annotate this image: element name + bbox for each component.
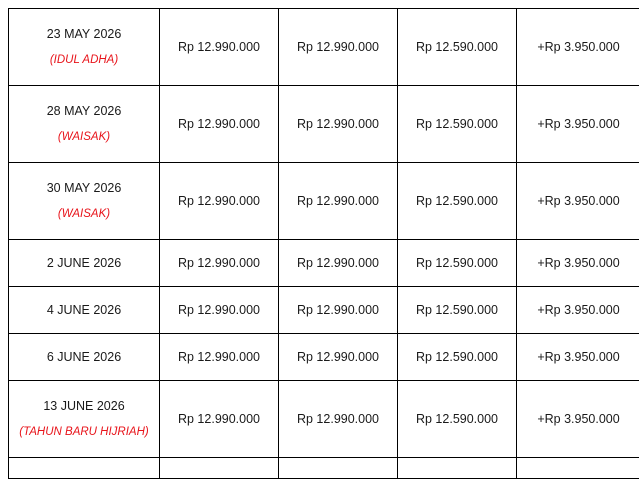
table-row bbox=[9, 334, 639, 381]
price-cell: Rp 12.990.000 bbox=[160, 381, 279, 458]
departure-date: 28 MAY 2026 bbox=[9, 105, 159, 118]
price-cell: Rp 12.590.000 bbox=[398, 287, 517, 334]
table-row bbox=[9, 381, 639, 458]
price-cell: Rp 12.990.000 bbox=[160, 163, 279, 240]
table-row bbox=[9, 458, 639, 479]
date-cell bbox=[9, 86, 160, 163]
price-cell: Rp 12.990.000 bbox=[279, 86, 398, 163]
date-cell bbox=[9, 334, 160, 381]
price-cell: Rp 12.990.000 bbox=[160, 86, 279, 163]
price-cell: Rp 12.590.000 bbox=[398, 86, 517, 163]
table-row bbox=[9, 240, 639, 287]
price-cell: Rp 12.990.000 bbox=[160, 9, 279, 86]
departure-date: 6 JUNE 2026 bbox=[9, 351, 159, 364]
price-cell: Rp 12.990.000 bbox=[160, 287, 279, 334]
extra-price-cell: +Rp 3.950.000 bbox=[517, 86, 639, 163]
date-cell bbox=[9, 163, 160, 240]
date-cell bbox=[9, 240, 160, 287]
departure-date: 2 JUNE 2026 bbox=[9, 257, 159, 270]
holiday-label: (IDUL ADHA) bbox=[9, 55, 159, 67]
extra-price-cell: +Rp 3.950.000 bbox=[517, 381, 639, 458]
price-cell: Rp 12.990.000 bbox=[279, 334, 398, 381]
price-cell: Rp 12.590.000 bbox=[398, 381, 517, 458]
price-cell: Rp 12.990.000 bbox=[279, 381, 398, 458]
date-cell bbox=[9, 9, 160, 86]
departure-date: 4 JUNE 2026 bbox=[9, 304, 159, 317]
price-cell bbox=[398, 458, 517, 479]
departure-date: 13 JUNE 2026 bbox=[9, 400, 159, 413]
price-cell: Rp 12.990.000 bbox=[279, 240, 398, 287]
price-cell: Rp 12.590.000 bbox=[398, 334, 517, 381]
price-cell: Rp 12.990.000 bbox=[160, 240, 279, 287]
price-cell: Rp 12.990.000 bbox=[160, 334, 279, 381]
table-row bbox=[9, 287, 639, 334]
holiday-label: (TAHUN BARU HIJRIAH) bbox=[9, 427, 159, 439]
table-row bbox=[9, 86, 639, 163]
extra-price-cell: +Rp 3.950.000 bbox=[517, 163, 639, 240]
departure-price-table bbox=[8, 8, 639, 479]
date-cell bbox=[9, 458, 160, 479]
price-cell: Rp 12.590.000 bbox=[398, 163, 517, 240]
price-cell: Rp 12.990.000 bbox=[279, 9, 398, 86]
price-cell: Rp 12.590.000 bbox=[398, 9, 517, 86]
extra-price-cell: +Rp 3.950.000 bbox=[517, 334, 639, 381]
price-cell: Rp 12.590.000 bbox=[398, 240, 517, 287]
extra-price-cell bbox=[517, 458, 639, 479]
date-cell bbox=[9, 381, 160, 458]
table-row bbox=[9, 9, 639, 86]
departure-date: 30 MAY 2026 bbox=[9, 182, 159, 195]
extra-price-cell: +Rp 3.950.000 bbox=[517, 287, 639, 334]
departure-date: 23 MAY 2026 bbox=[9, 28, 159, 41]
extra-price-cell: +Rp 3.950.000 bbox=[517, 240, 639, 287]
holiday-label: (WAISAK) bbox=[9, 132, 159, 144]
holiday-label: (WAISAK) bbox=[9, 209, 159, 221]
price-cell bbox=[160, 458, 279, 479]
price-cell: Rp 12.990.000 bbox=[279, 163, 398, 240]
price-cell: Rp 12.990.000 bbox=[279, 287, 398, 334]
price-cell bbox=[279, 458, 398, 479]
date-cell bbox=[9, 287, 160, 334]
extra-price-cell: +Rp 3.950.000 bbox=[517, 9, 639, 86]
table-row bbox=[9, 163, 639, 240]
